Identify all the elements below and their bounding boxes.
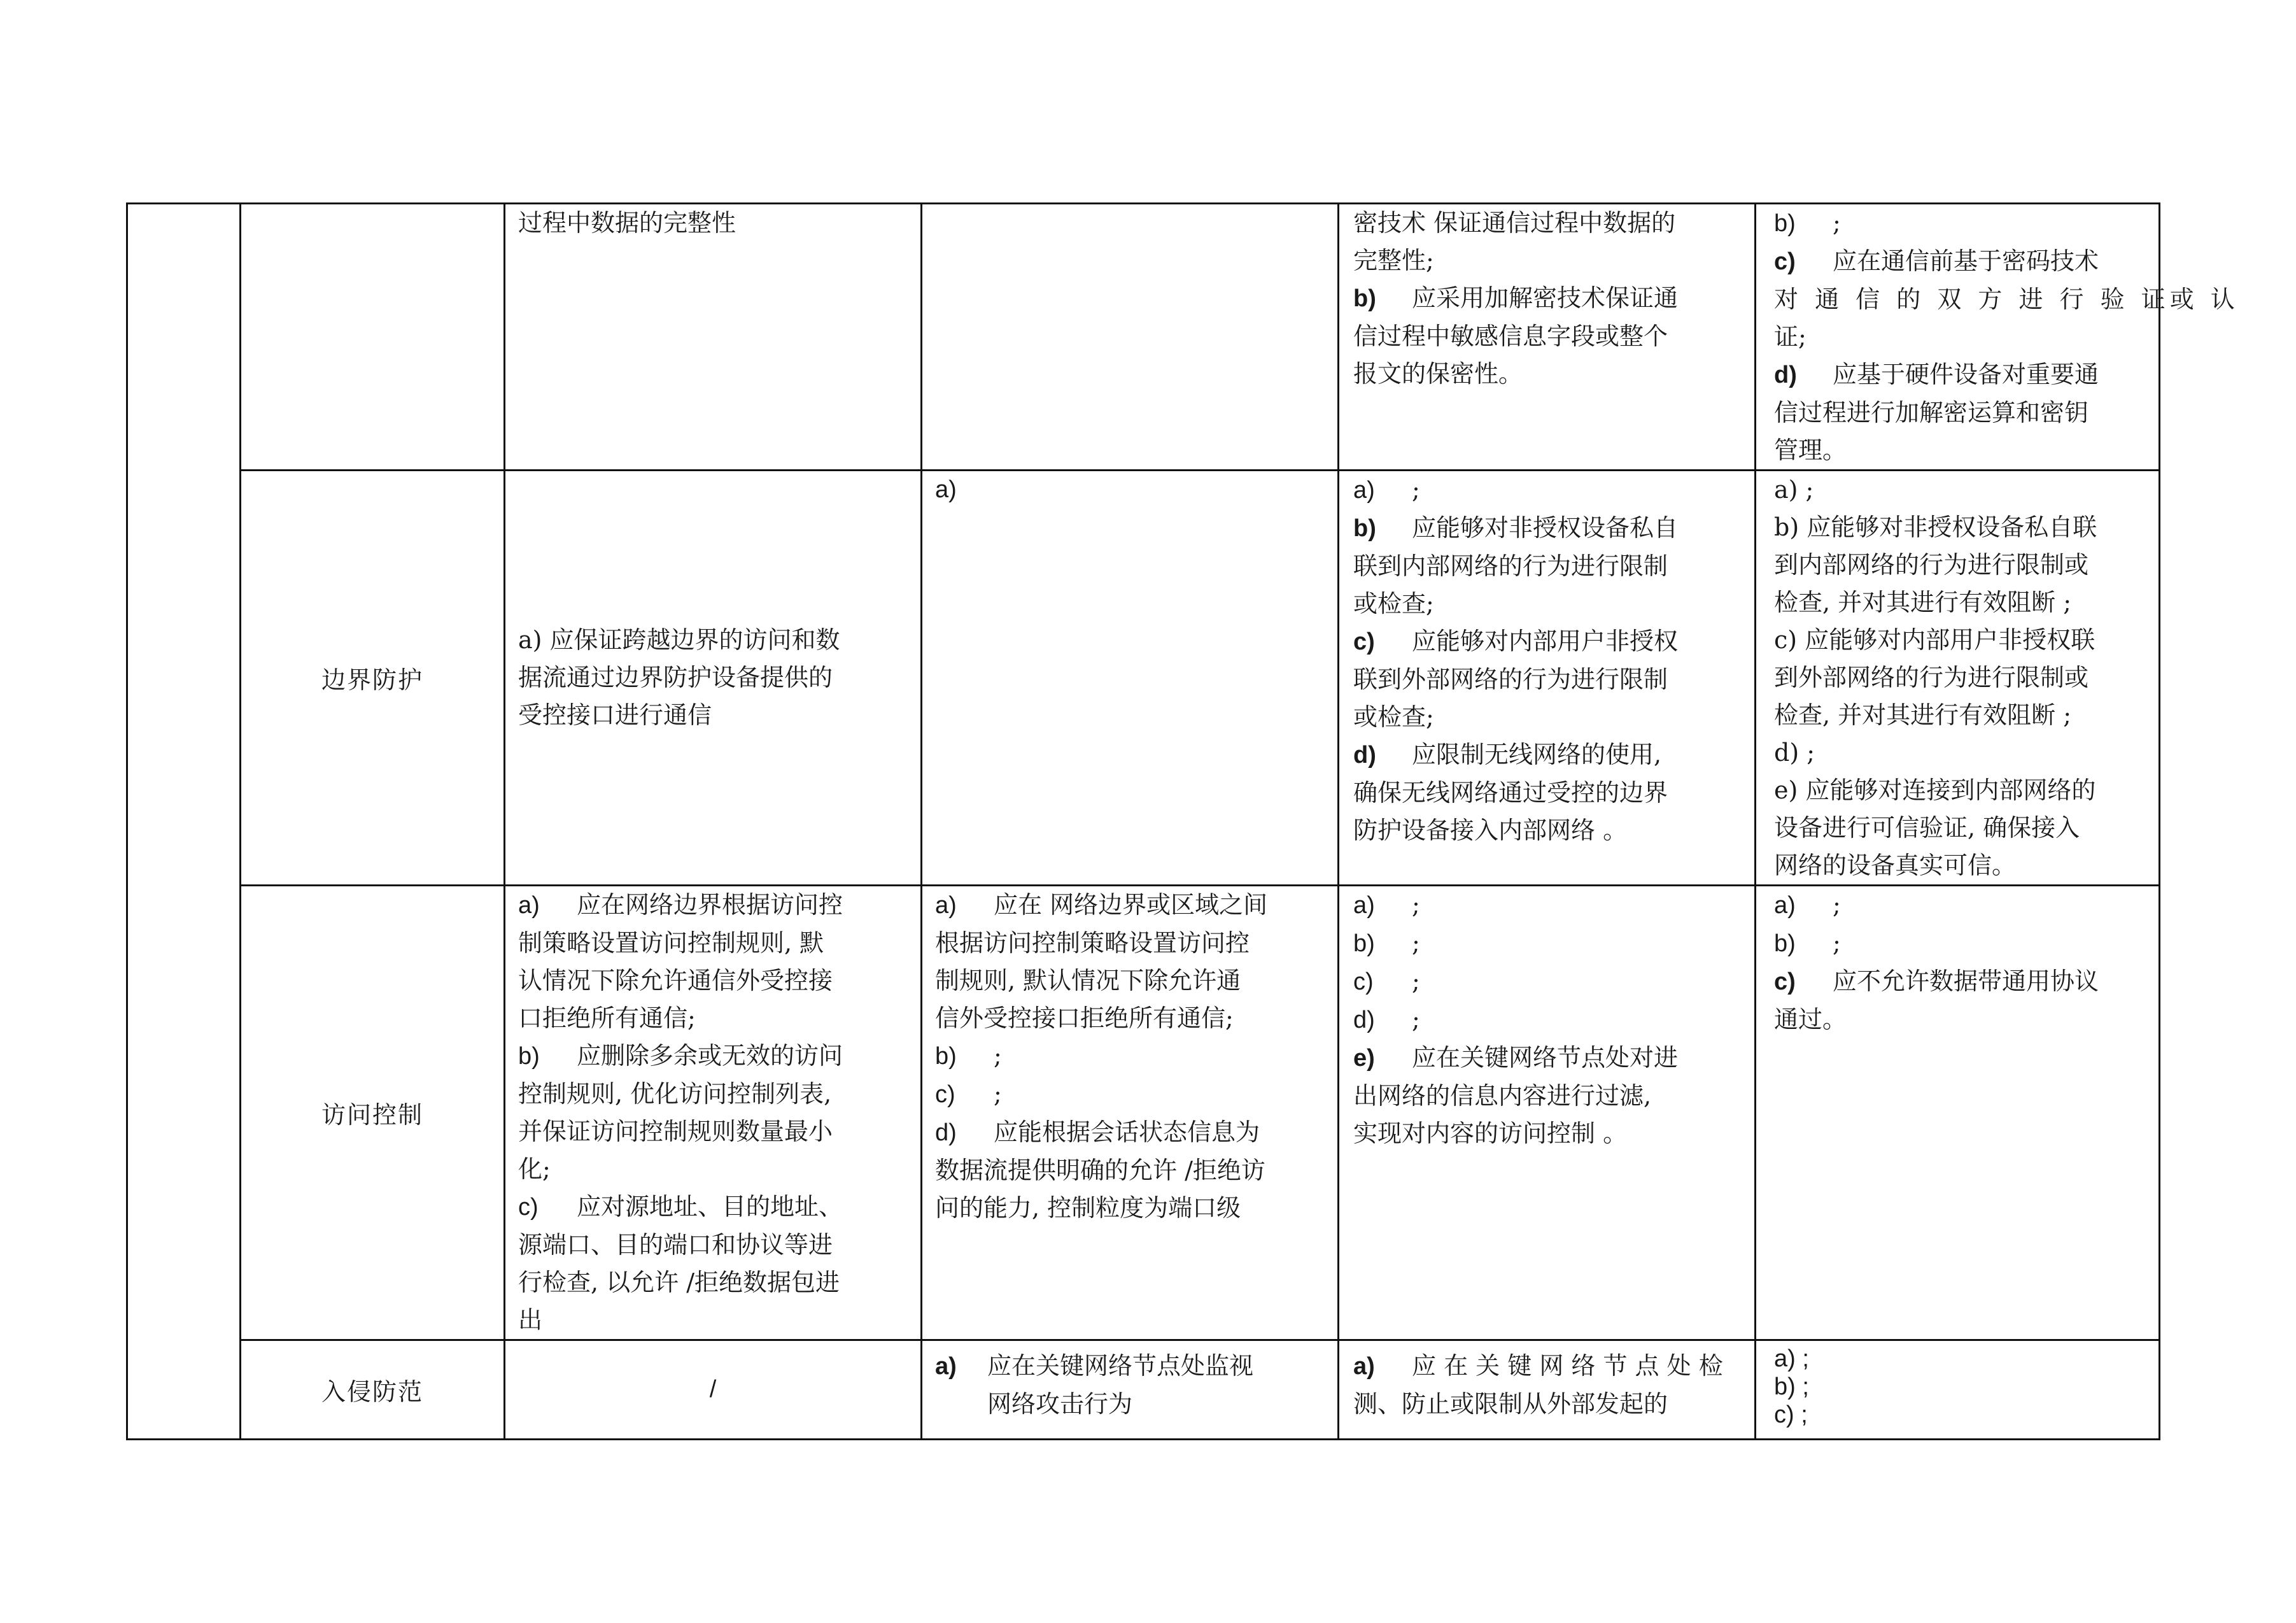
- table-row: [127, 204, 2160, 471]
- item-cell: 边界防护: [241, 471, 505, 886]
- requirement-cell-level4: a) ; b) ; c) 应不允许数据带通用协议 通过。: [1756, 886, 2160, 1340]
- requirement-cell-level4: a) ; b) ; c) ;: [1756, 1340, 2160, 1440]
- requirement-cell-level4: b) ; c) 应在通信前基于密码技术 对 通 信 的 双 方 进 行 验 证或 认 证; d) 应基于硬件设备对重要通 信过程进行加解密运算和密钥 管理。: [1756, 204, 2160, 471]
- requirement-cell-level2: [922, 204, 1339, 471]
- requirement-cell-level2: a): [922, 471, 1339, 886]
- requirement-cell-level3: a) ; b) ; c) ; d) ; e) 应在关键网络节点处对进 出网络的信息内容进行过滤, 实现对内容的访问控制 。: [1339, 886, 1756, 1340]
- table-row: [127, 886, 2160, 1340]
- requirement-cell-level2: a) 应在关键网络节点处监视 网络攻击行为: [922, 1340, 1339, 1440]
- requirement-cell-level1: a) 应在网络边界根据访问控 制策略设置访问控制规则, 默 认情况下除允许通信外受控接 口拒绝所有通信; b) 应删除多余或无效的访问 控制规则, 优化访问控制列表, 并保证访问控制规则数量最小 化; c) 应对源地址、目的地址、 源端口、目的端口和协议等进 行检查, 以允许 /拒绝数据包进 出: [505, 886, 922, 1340]
- item-cell: 入侵防范: [241, 1340, 505, 1440]
- requirement-cell-level3: a) ; b) 应能够对非授权设备私自 联到内部网络的行为进行限制 或检查; c) 应能够对内部用户非授权 联到外部网络的行为进行限制 或检查; d) 应限制无线网络的使用, 确保无线网络通过受控的边界 防护设备接入内部网络 。: [1339, 471, 1756, 886]
- table-row: [127, 471, 2160, 886]
- requirement-cell-level3: a) 应 在 关 键 网 络 节 点 处 检 测、防止或限制从外部发起的: [1339, 1340, 1756, 1440]
- category-cell: [127, 204, 241, 1440]
- requirement-cell-level1: a) 应保证跨越边界的访问和数 据流通过边界防护设备提供的 受控接口进行通信: [505, 471, 922, 886]
- item-cell: [241, 204, 505, 471]
- requirement-cell-level1: 过程中数据的完整性: [505, 204, 922, 471]
- item-cell: 访问控制: [241, 886, 505, 1340]
- requirement-cell-level3: 密技术 保证通信过程中数据的 完整性; b) 应采用加解密技术保证通 信过程中敏感信息字段或整个 报文的保密性。: [1339, 204, 1756, 471]
- requirement-cell-level2: a) 应在 网络边界或区域之间 根据访问控制策略设置访问控 制规则, 默认情况下除允许通 信外受控接口拒绝所有通信; b) ; c) ; d) 应能根据会话状态信息为 数据流提供明确的允许 /拒绝访 问的能力, 控制粒度为端口级: [922, 886, 1339, 1340]
- table-row: [127, 1340, 2160, 1440]
- requirement-cell-level1: /: [505, 1340, 922, 1440]
- requirements-table: [126, 202, 2239, 1440]
- requirement-cell-level4: a) ; b) 应能够对非授权设备私自联 到内部网络的行为进行限制或 检查, 并对其进行有效阻断 ; c) 应能够对内部用户非授权联 到外部网络的行为进行限制或 检查, 并对其进行有效阻断 ; d) ; e) 应能够对连接到内部网络的 设备进行可信验证, 确保接入 网络的设备真实可信。: [1756, 471, 2160, 886]
